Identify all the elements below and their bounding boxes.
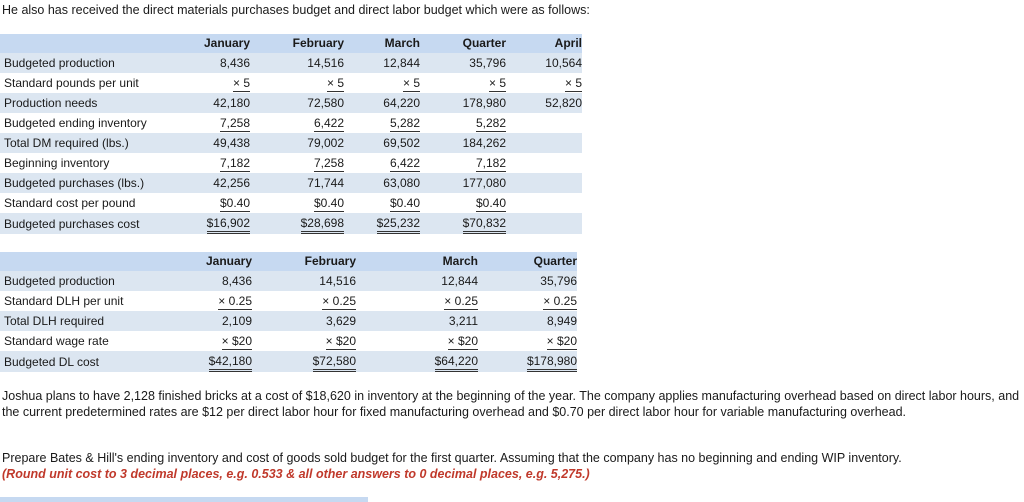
table-cell: 3,629	[325, 314, 356, 328]
dl-budget-table	[0, 252, 577, 372]
intro-text: He also has received the direct materials purchases budget and direct labor budget which were as follows:	[2, 3, 590, 17]
table-cell: 6,422	[313, 116, 344, 130]
table-cell: 7,182	[475, 156, 506, 170]
table-cell: 69,502	[383, 136, 420, 150]
row-label: Standard DLH per unit	[0, 291, 176, 311]
header-label-cell	[0, 34, 176, 53]
problem-paragraph: Joshua plans to have 2,128 finished bricks at a cost of $18,620 in inventory at the beginning of the year. The company applies manufacturing overhead based on direct labor hours, and the current predetermined rates are $12 per direct labor hour for fixed manufacturing overhead and $0.70 per direct labor hour for variable manufacturing overhead.	[2, 389, 1020, 419]
table-cell: $0.40	[475, 196, 506, 210]
column-header: March	[356, 252, 478, 271]
table-cell: 79,002	[307, 136, 344, 150]
table-cell: 8,949	[546, 314, 577, 328]
row-label: Budgeted production	[0, 53, 176, 73]
row-label: Total DLH required	[0, 311, 176, 331]
table-row	[0, 311, 577, 331]
header-label-cell	[0, 252, 176, 271]
table-cell: 7,258	[219, 116, 250, 130]
column-header: February	[252, 252, 356, 271]
table-cell: 49,438	[213, 136, 250, 150]
column-header: April	[506, 34, 582, 53]
table-cell: $42,180	[209, 354, 252, 372]
table-cell: $0.40	[389, 196, 420, 210]
table-cell: $16,902	[207, 216, 250, 234]
row-label: Standard cost per pound	[0, 193, 176, 213]
table-row	[0, 291, 577, 311]
table-cell: × 0.25	[444, 294, 478, 308]
table-cell: 12,844	[441, 274, 478, 288]
table-cell: 8,436	[221, 274, 252, 288]
table-cell: 64,220	[383, 96, 420, 110]
dm-purchases-budget-table	[0, 34, 582, 234]
row-label: Budgeted DL cost	[0, 351, 176, 372]
table-cell: 5,282	[389, 116, 420, 130]
table-row	[0, 93, 582, 113]
table-cell: 7,182	[219, 156, 250, 170]
table-cell: 10,564	[545, 56, 582, 70]
table-row	[0, 173, 582, 193]
table-header-row	[0, 252, 577, 271]
table-row	[0, 113, 582, 133]
table-cell: $0.40	[219, 196, 250, 210]
table-cell: 177,080	[462, 176, 506, 190]
table-cell: × 0.25	[218, 294, 252, 308]
row-label: Production needs	[0, 93, 176, 113]
table-cell: × $20	[447, 334, 478, 348]
table-cell: 7,258	[313, 156, 344, 170]
rounding-instruction: (Round unit cost to 3 decimal places, e.g. 0.533 & all other answers to 0 decimal places, e.g. 5,275.)	[2, 466, 590, 481]
table-cell: × 0.25	[543, 294, 577, 308]
table-row	[0, 53, 582, 73]
column-header: March	[344, 34, 420, 53]
table-cell: $64,220	[435, 354, 478, 372]
row-label: Budgeted ending inventory	[0, 113, 176, 133]
row-label: Budgeted purchases (lbs.)	[0, 173, 176, 193]
column-header: January	[176, 34, 250, 53]
table-cell: $0.40	[313, 196, 344, 210]
table-cell: × 5	[326, 76, 344, 90]
table-row	[0, 193, 582, 213]
table-cell: × $20	[325, 334, 356, 348]
table-cell: $70,832	[463, 216, 506, 234]
table-cell: 6,422	[389, 156, 420, 170]
table-row	[0, 213, 582, 234]
table-row	[0, 331, 577, 351]
row-label: Standard pounds per unit	[0, 73, 176, 93]
table-cell: × $20	[546, 334, 577, 348]
table-header-row	[0, 34, 582, 53]
row-label: Budgeted purchases cost	[0, 213, 176, 234]
table-cell: 184,262	[462, 136, 506, 150]
table-cell: × $20	[221, 334, 252, 348]
table-cell: $178,980	[527, 354, 577, 372]
table-cell: 3,211	[448, 314, 478, 328]
table-cell: × 5	[232, 76, 250, 90]
table-cell: 178,980	[462, 96, 506, 110]
table-cell: 35,796	[469, 56, 506, 70]
row-label: Budgeted production	[0, 271, 176, 291]
table-row	[0, 351, 577, 372]
column-header: Quarter	[478, 252, 577, 271]
row-label: Beginning inventory	[0, 153, 176, 173]
table-row	[0, 73, 582, 93]
table-row	[0, 153, 582, 173]
table-cell: × 5	[402, 76, 420, 90]
table-cell: 72,580	[307, 96, 344, 110]
column-header: Quarter	[420, 34, 506, 53]
table-cell: $72,580	[313, 354, 356, 372]
table-cell: $25,232	[377, 216, 420, 234]
table-cell: 52,820	[545, 96, 582, 110]
table-cell: 5,282	[475, 116, 506, 130]
table-cell: 35,796	[540, 274, 577, 288]
table-row	[0, 271, 577, 291]
table-cell: 42,256	[213, 176, 250, 190]
table-cell: × 5	[564, 76, 582, 90]
table-cell: 12,844	[383, 56, 420, 70]
answer-table-header-strip	[0, 497, 368, 502]
table-cell: 71,744	[307, 176, 344, 190]
table-cell: 2,109	[221, 314, 252, 328]
column-header: January	[176, 252, 252, 271]
table-cell: 63,080	[383, 176, 420, 190]
table-cell: 42,180	[213, 96, 250, 110]
table-cell: 14,516	[319, 274, 356, 288]
table-cell: 8,436	[219, 56, 250, 70]
table-cell: 14,516	[307, 56, 344, 70]
row-label: Total DM required (lbs.)	[0, 133, 176, 153]
column-header: February	[250, 34, 344, 53]
table-cell: × 0.25	[322, 294, 356, 308]
task-text: Prepare Bates & Hill's ending inventory and cost of goods sold budget for the first quarter. Assuming that the company has no beginning and ending WIP inventory.	[2, 451, 902, 465]
table-cell: × 5	[488, 76, 506, 90]
table-row	[0, 133, 582, 153]
task-paragraph	[2, 451, 1020, 482]
row-label: Standard wage rate	[0, 331, 176, 351]
table-cell: $28,698	[301, 216, 344, 234]
